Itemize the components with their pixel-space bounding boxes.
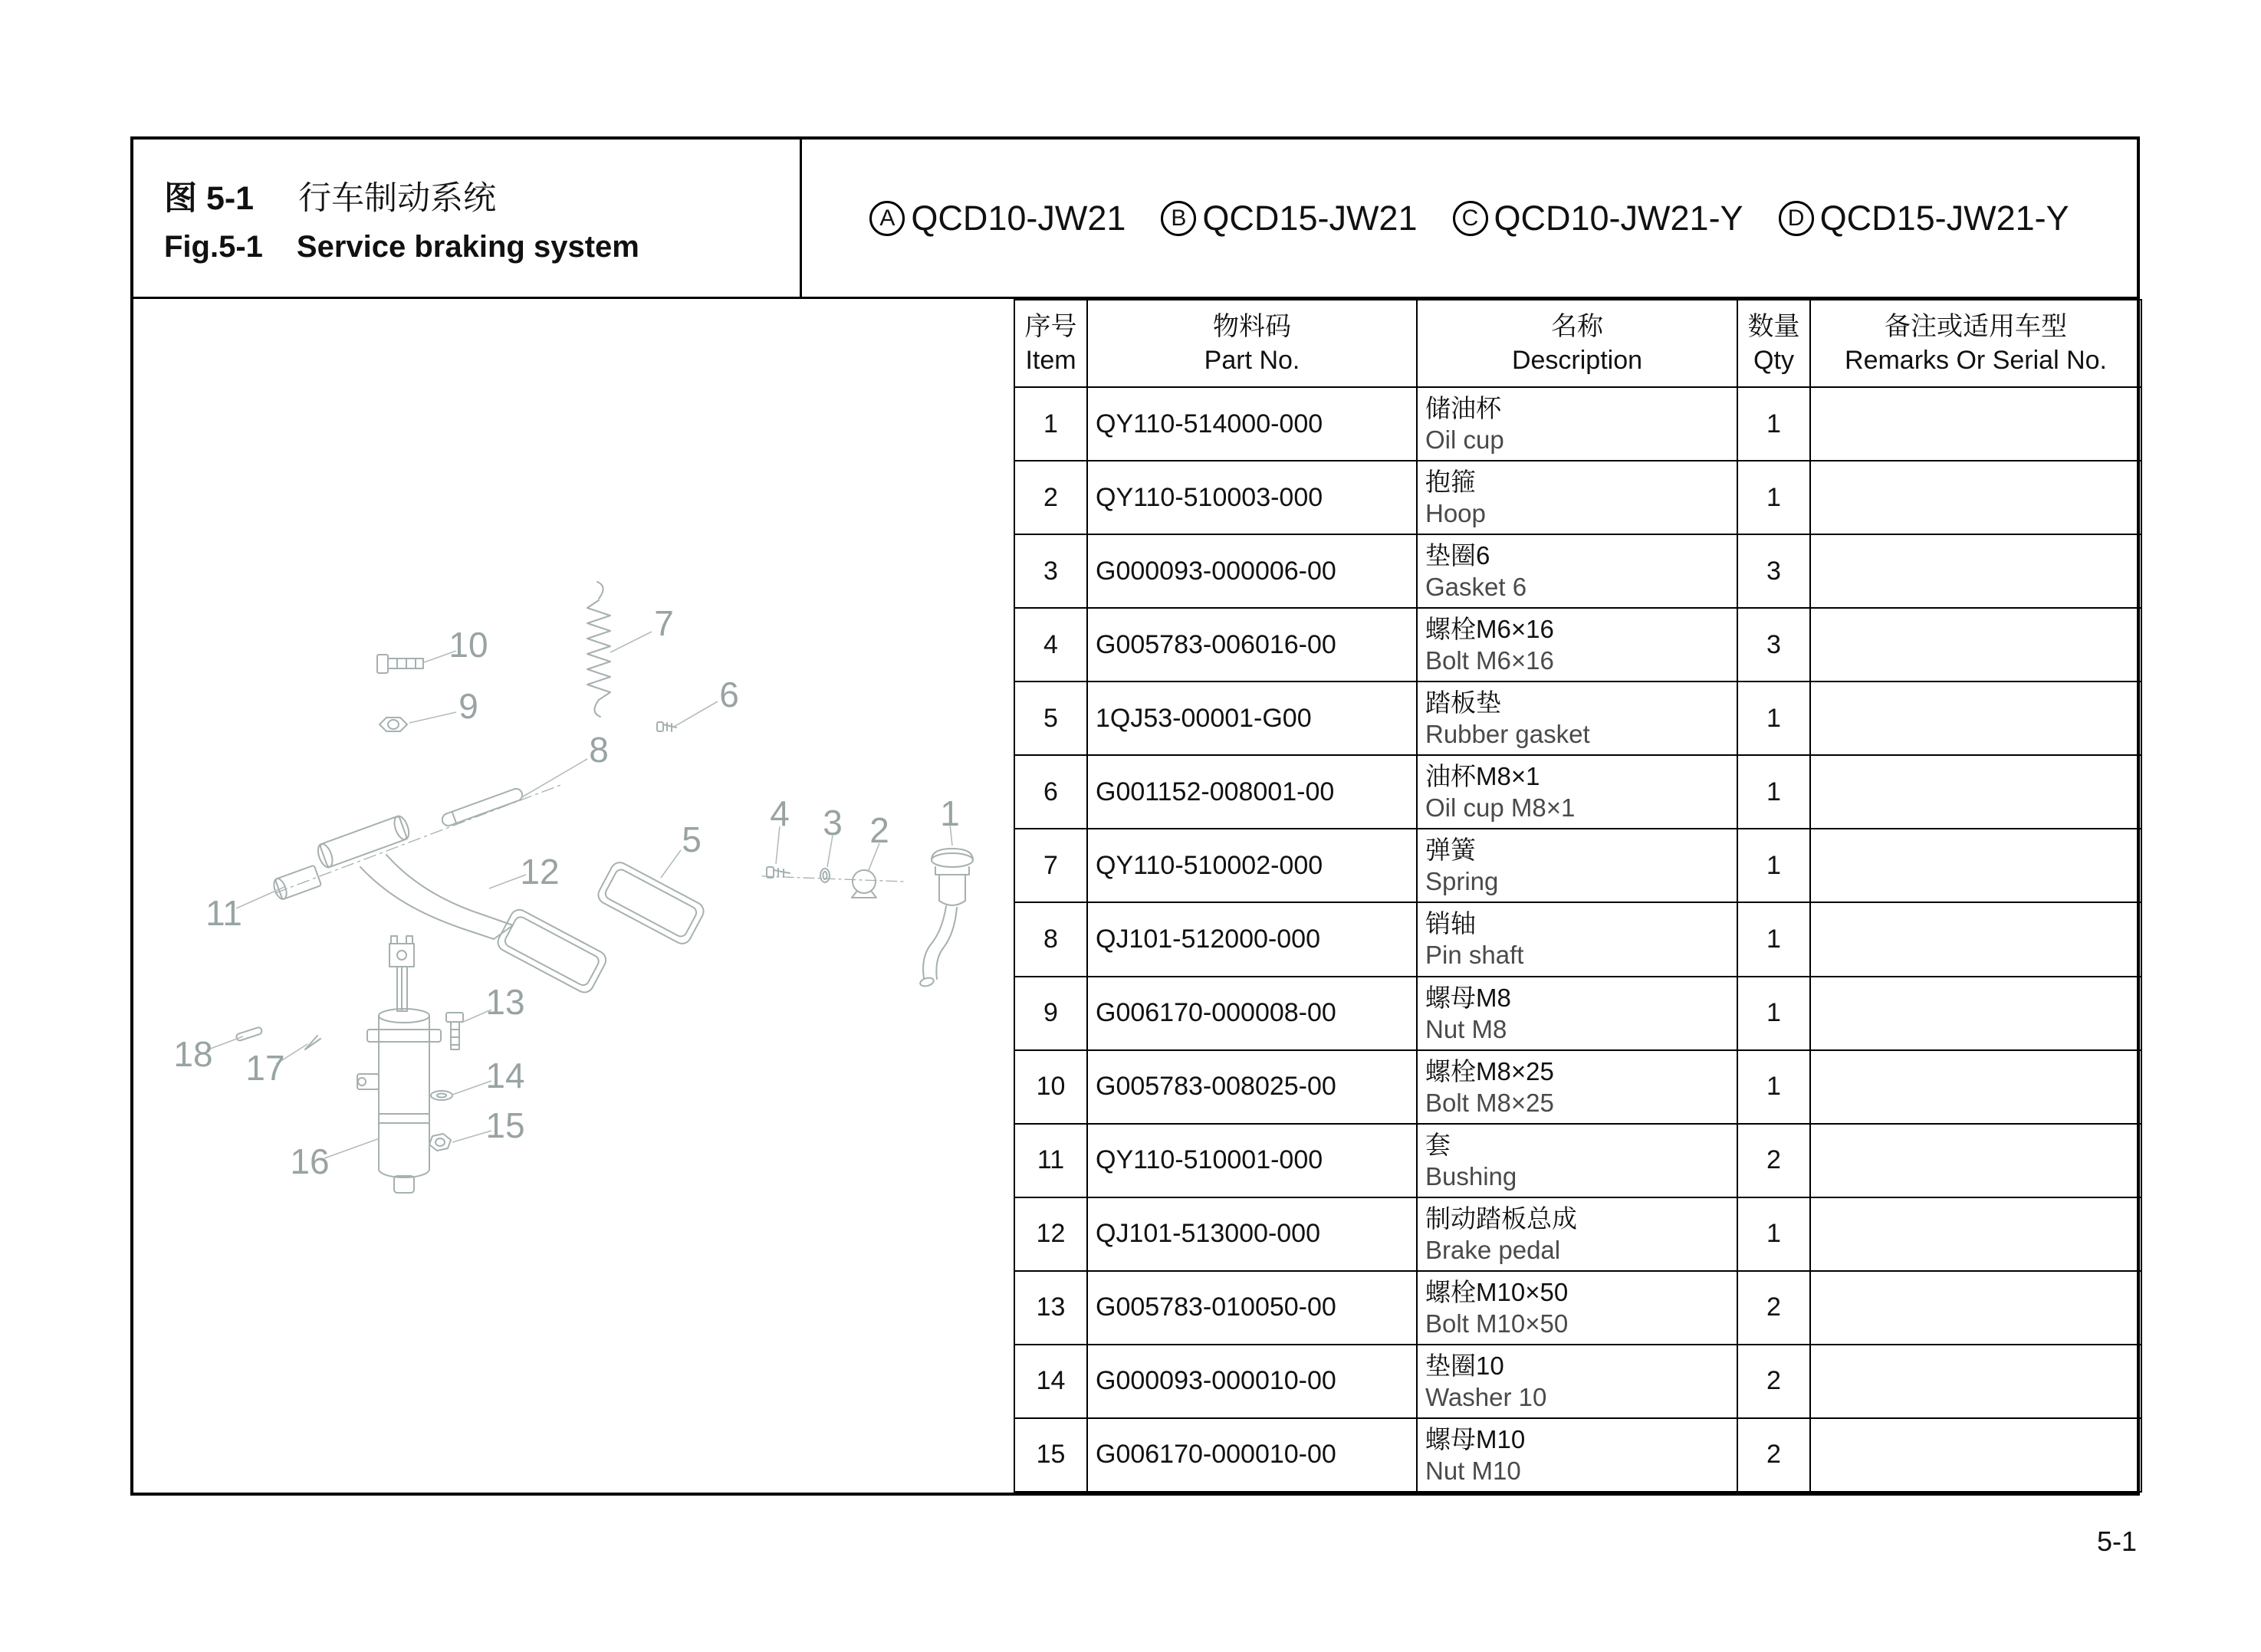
callout-18: 18 (173, 1034, 213, 1075)
model-entry-c (1453, 199, 1743, 238)
description-cell (1417, 681, 1737, 755)
description-en: Bushing (1425, 1161, 1517, 1191)
col-header-description: 名称 Description (1417, 300, 1737, 387)
remarks-cell (1810, 1124, 2141, 1197)
description-en: Pin shaft (1425, 941, 1524, 970)
item-cell: 6 (1014, 755, 1087, 829)
hoop-drawing (852, 870, 876, 898)
description-cn: 制动踏板总成 (1425, 1204, 1577, 1233)
description-cn: 螺栓M6×16 (1425, 615, 1554, 644)
table-row (1014, 681, 2141, 755)
table-row (1014, 1050, 2141, 1124)
qty-cell: 2 (1737, 1271, 1810, 1345)
remarks-cell (1810, 681, 2141, 755)
description-en: Nut M8 (1425, 1014, 1507, 1043)
qty-cell: 2 (1737, 1124, 1810, 1197)
remarks-cell (1810, 755, 2141, 829)
qty-cell: 1 (1737, 1197, 1810, 1271)
model-badge-a: A (869, 201, 905, 236)
table-row (1014, 1197, 2141, 1271)
description-en: Nut M10 (1425, 1456, 1521, 1485)
description-cell (1417, 1418, 1737, 1492)
table-row (1014, 534, 2141, 608)
qty-cell: 1 (1737, 1050, 1810, 1124)
item-cell: 1 (1014, 387, 1087, 461)
table-row (1014, 1271, 2141, 1345)
description-cell (1417, 461, 1737, 534)
qty-cell: 1 (1737, 977, 1810, 1050)
table-row (1014, 461, 2141, 534)
description-cn: 抱箍 (1425, 468, 1476, 497)
col-header-remarks: 备注或适用车型 Remarks Or Serial No. (1810, 300, 2141, 387)
model-badge-b: B (1161, 201, 1196, 236)
washer-10-drawing (431, 1091, 452, 1100)
description-en: Rubber gasket (1425, 720, 1590, 749)
part-no-cell: G005783-006016-00 (1087, 608, 1417, 681)
nut-m8-drawing (380, 718, 407, 731)
part-no-cell: QJ101-513000-000 (1087, 1197, 1417, 1271)
description-en: Oil cup (1425, 425, 1504, 455)
qty-cell: 1 (1737, 902, 1810, 976)
table-row (1014, 755, 2141, 829)
table-row (1014, 1124, 2141, 1197)
remarks-cell (1810, 1050, 2141, 1124)
callout-15: 15 (485, 1105, 525, 1146)
description-cn: 踏板垫 (1425, 688, 1501, 718)
description-cell (1417, 1124, 1737, 1197)
callout-5: 5 (682, 819, 702, 860)
part-no-cell: QY110-510001-000 (1087, 1124, 1417, 1197)
description-en: Hoop (1425, 499, 1486, 528)
table-row (1014, 977, 2141, 1050)
oil-cup-drawing (919, 849, 973, 987)
col-header-part-no: 物料码 Part No. (1087, 300, 1417, 387)
figure-label-en: Fig.5-1 (164, 229, 263, 264)
description-cn: 油杯M8×1 (1425, 762, 1540, 791)
item-cell: 11 (1014, 1124, 1087, 1197)
item-cell: 15 (1014, 1418, 1087, 1492)
callout-12: 12 (520, 852, 560, 892)
figure-title-cn: 行车制动系统 (298, 179, 497, 217)
part-no-cell: G006170-000010-00 (1087, 1418, 1417, 1492)
remarks-cell (1810, 1197, 2141, 1271)
qty-cell: 3 (1737, 534, 1810, 608)
oil-cup-m8-drawing (657, 722, 676, 731)
qty-cell: 1 (1737, 461, 1810, 534)
description-cell (1417, 977, 1737, 1050)
remarks-cell (1810, 608, 2141, 681)
item-cell: 10 (1014, 1050, 1087, 1124)
description-en: Oil cup M8×1 (1425, 793, 1576, 823)
exploded-view-diagram (133, 301, 1014, 1496)
description-cn: 垫圈6 (1425, 541, 1490, 570)
item-cell: 2 (1014, 461, 1087, 534)
pin-shaft-drawing (441, 787, 524, 828)
description-cell (1417, 1050, 1737, 1124)
model-list (802, 140, 2137, 297)
callout-13: 13 (485, 982, 525, 1023)
qty-cell: 1 (1737, 755, 1810, 829)
description-cn: 储油杯 (1425, 394, 1501, 423)
callout-8: 8 (589, 730, 609, 770)
qty-cell: 2 (1737, 1418, 1810, 1492)
table-row (1014, 902, 2141, 976)
description-en: Bolt M10×50 (1425, 1309, 1569, 1338)
master-cylinder-drawing (357, 936, 441, 1193)
figure-title-cn-line (164, 172, 800, 219)
table-row (1014, 608, 2141, 681)
bolt-m10x50-drawing (446, 1013, 463, 1049)
description-cell (1417, 755, 1737, 829)
model-name-d: QCD15-JW21-Y (1819, 198, 2069, 238)
item-cell: 14 (1014, 1345, 1087, 1418)
callout-2: 2 (869, 810, 889, 851)
remarks-cell (1810, 534, 2141, 608)
model-badge-c: C (1453, 201, 1488, 236)
qty-cell: 2 (1737, 1345, 1810, 1418)
callout-17: 17 (245, 1048, 285, 1089)
description-en: Washer 10 (1425, 1382, 1547, 1411)
description-en: Brake pedal (1425, 1235, 1561, 1264)
item-cell: 12 (1014, 1197, 1087, 1271)
remarks-cell (1810, 387, 2141, 461)
description-en: Bolt M8×25 (1425, 1088, 1554, 1117)
description-cn: 螺母M8 (1425, 983, 1511, 1012)
item-cell: 8 (1014, 902, 1087, 976)
item-cell: 5 (1014, 681, 1087, 755)
callout-9: 9 (458, 686, 478, 727)
figure-label-cn: 图 5-1 (164, 179, 255, 217)
qty-cell: 1 (1737, 829, 1810, 902)
model-badge-d: D (1779, 201, 1814, 236)
callout-14: 14 (485, 1056, 525, 1096)
figure-title-en: Service braking system (296, 229, 639, 264)
remarks-cell (1810, 977, 2141, 1050)
item-cell: 7 (1014, 829, 1087, 902)
description-cell (1417, 608, 1737, 681)
bolt-m8x25-drawing (377, 655, 423, 673)
callout-7: 7 (654, 603, 674, 644)
callout-4: 4 (770, 793, 790, 834)
callout-10: 10 (449, 625, 488, 665)
gasket-drawing (820, 869, 830, 882)
description-cell (1417, 829, 1737, 902)
description-cn: 套 (1425, 1130, 1451, 1159)
part-no-cell: QY110-510003-000 (1087, 461, 1417, 534)
col-header-qty: 数量 Qty (1737, 300, 1810, 387)
qty-cell: 1 (1737, 387, 1810, 461)
table-header-row (1014, 300, 2141, 387)
small-pin-drawing (235, 1026, 262, 1041)
description-en: Bolt M6×16 (1425, 646, 1554, 675)
table-row (1014, 1418, 2141, 1492)
description-cn: 垫圈10 (1425, 1351, 1504, 1380)
remarks-cell (1810, 902, 2141, 976)
description-cell (1417, 1345, 1737, 1418)
description-cell (1417, 1197, 1737, 1271)
figure-title-block (133, 140, 802, 297)
parts-table (1014, 299, 2142, 1493)
part-no-cell: G001152-008001-00 (1087, 755, 1417, 829)
callout-1: 1 (940, 793, 960, 834)
callout-16: 16 (290, 1141, 330, 1182)
item-cell: 4 (1014, 608, 1087, 681)
description-en: Spring (1425, 867, 1499, 896)
description-cn: 弹簧 (1425, 836, 1476, 865)
model-name-b: QCD15-JW21 (1202, 198, 1418, 238)
remarks-cell (1810, 461, 2141, 534)
remarks-cell (1810, 1271, 2141, 1345)
leader-lines (206, 632, 952, 1158)
part-no-cell: QY110-514000-000 (1087, 387, 1417, 461)
part-no-cell: G005783-008025-00 (1087, 1050, 1417, 1124)
description-cn: 螺栓M8×25 (1425, 1056, 1554, 1085)
remarks-cell (1810, 1345, 2141, 1418)
parts-table-wrap (1014, 299, 2137, 1493)
brake-pedal-drawing (315, 814, 609, 996)
description-cn: 销轴 (1425, 909, 1476, 938)
table-row (1014, 387, 2141, 461)
description-cn: 螺母M10 (1425, 1424, 1526, 1453)
part-no-cell: G006170-000008-00 (1087, 977, 1417, 1050)
part-no-cell: G005783-010050-00 (1087, 1271, 1417, 1345)
item-cell: 13 (1014, 1271, 1087, 1345)
nut-m10-drawing (429, 1134, 451, 1151)
spring-drawing (587, 582, 610, 717)
description-cn: 螺栓M10×50 (1425, 1277, 1569, 1306)
table-row (1014, 1345, 2141, 1418)
model-entry-a (869, 199, 1126, 238)
item-cell: 9 (1014, 977, 1087, 1050)
qty-cell: 3 (1737, 608, 1810, 681)
callout-11: 11 (205, 893, 242, 934)
callout-6: 6 (719, 675, 739, 715)
model-name-c: QCD10-JW21-Y (1494, 198, 1743, 238)
col-header-item: 序号 Item (1014, 300, 1087, 387)
description-cell (1417, 534, 1737, 608)
item-cell: 3 (1014, 534, 1087, 608)
description-en: Gasket 6 (1425, 573, 1527, 602)
part-no-cell: QJ101-512000-000 (1087, 902, 1417, 976)
description-cell (1417, 902, 1737, 976)
page-number: 5-1 (2096, 1526, 2137, 1557)
page-frame (130, 136, 2140, 1496)
model-entry-b (1161, 199, 1417, 238)
description-cell (1417, 387, 1737, 461)
bushing-drawing (271, 865, 321, 901)
remarks-cell (1810, 829, 2141, 902)
rubber-gasket-drawing (595, 859, 707, 947)
header (133, 140, 2137, 299)
cotter-pin-drawing (305, 1036, 320, 1049)
callout-3: 3 (823, 803, 843, 843)
part-no-cell: QY110-510002-000 (1087, 829, 1417, 902)
qty-cell: 1 (1737, 681, 1810, 755)
model-entry-d (1779, 199, 2069, 238)
table-row (1014, 829, 2141, 902)
figure-title-en-line (164, 230, 800, 264)
remarks-cell (1810, 1418, 2141, 1492)
part-no-cell: 1QJ53-00001-G00 (1087, 681, 1417, 755)
part-no-cell: G000093-000010-00 (1087, 1345, 1417, 1418)
description-cell (1417, 1271, 1737, 1345)
part-no-cell: G000093-000006-00 (1087, 534, 1417, 608)
model-name-a: QCD10-JW21 (911, 198, 1126, 238)
